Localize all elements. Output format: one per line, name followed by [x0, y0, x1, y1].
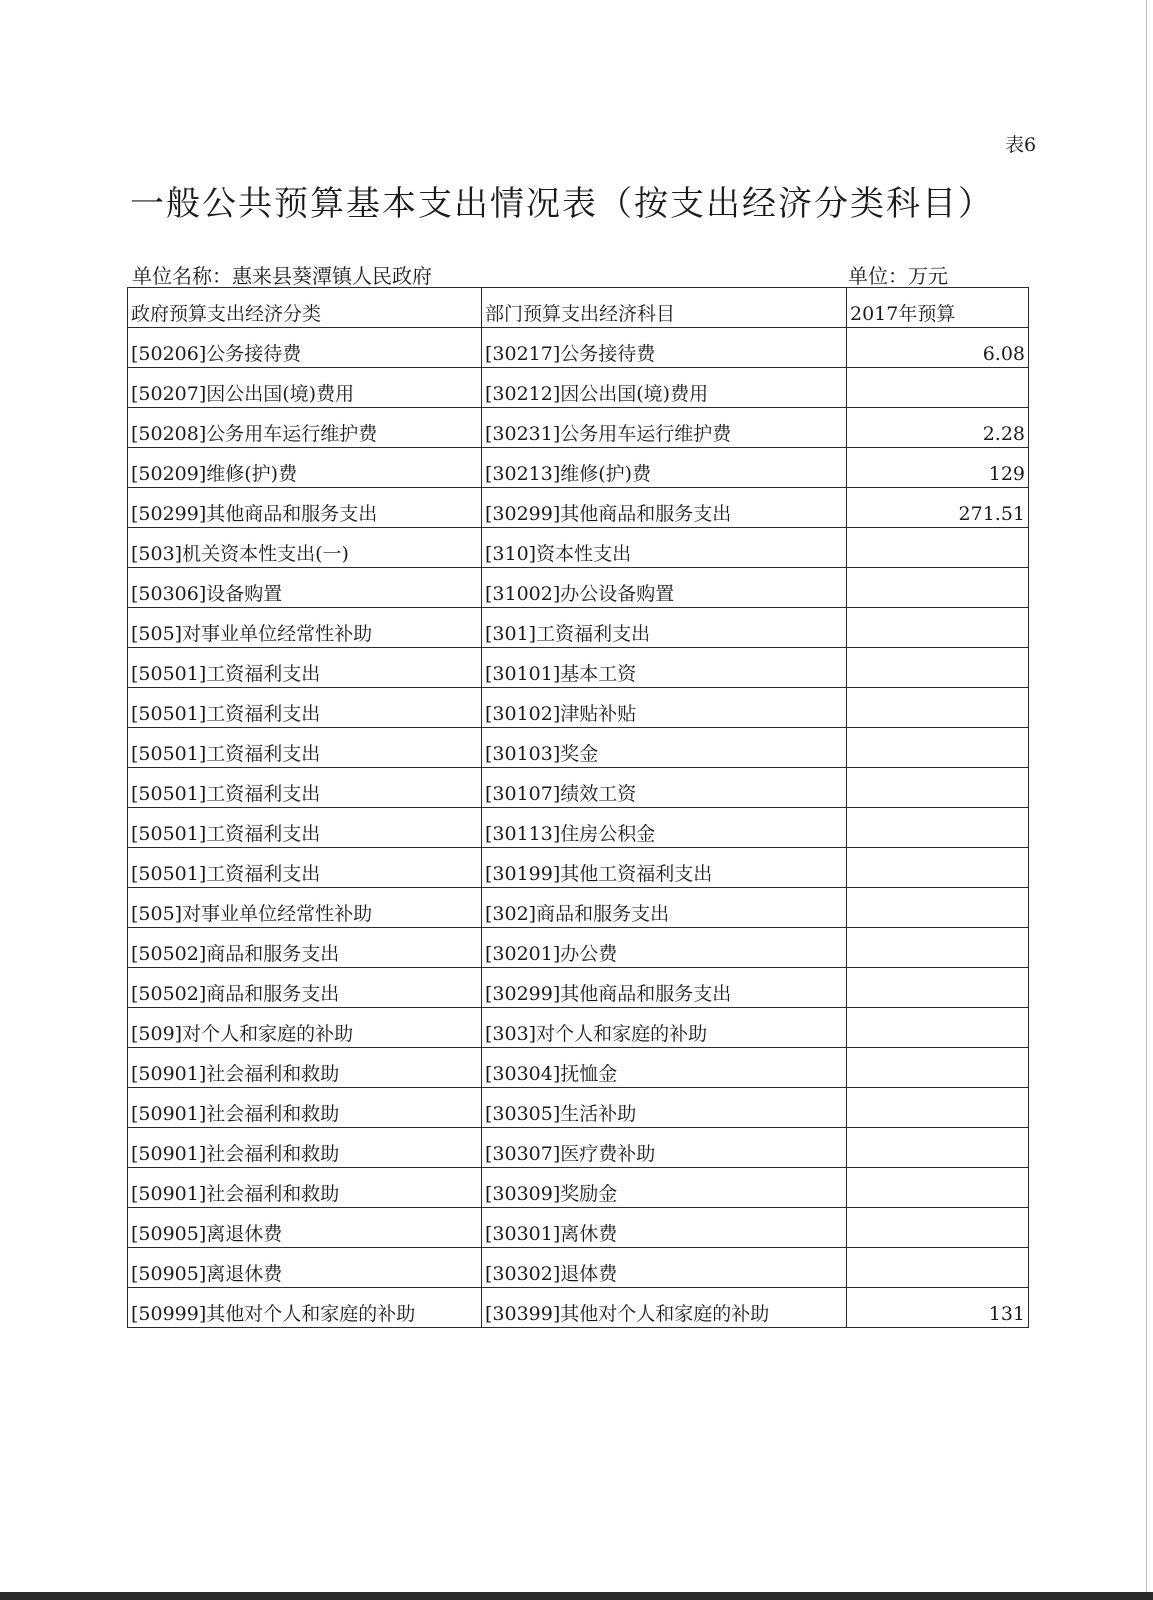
budget-value-cell: [847, 1168, 1029, 1208]
dept-subject-cell: [30304]抚恤金: [482, 1048, 847, 1088]
budget-value-cell: 6.08: [847, 328, 1029, 368]
budget-value-cell: 129: [847, 448, 1029, 488]
budget-value-cell: [847, 1008, 1029, 1048]
dept-subject-cell: [30302]退体费: [482, 1248, 847, 1288]
budget-value-cell: [847, 968, 1029, 1008]
dept-subject-cell: [30102]津贴补贴: [482, 688, 847, 728]
header-dept-subject: 部门预算支出经济科目: [482, 288, 847, 328]
gov-classification-cell: [50209]维修(护)费: [128, 448, 482, 488]
budget-value-cell: [847, 768, 1029, 808]
gov-classification-cell: [50501]工资福利支出: [128, 768, 482, 808]
budget-value-cell: [847, 728, 1029, 768]
budget-value-cell: [847, 648, 1029, 688]
table-row: [128, 768, 1029, 808]
table-row: [128, 688, 1029, 728]
gov-classification-cell: [50901]社会福利和救助: [128, 1168, 482, 1208]
header-budget-2017: 2017年预算: [847, 288, 1029, 328]
scan-bottom-edge: [0, 1592, 1153, 1600]
table-row: [128, 808, 1029, 848]
table-body: [128, 328, 1029, 1328]
dept-subject-cell: [30399]其他对个人和家庭的补助: [482, 1288, 847, 1328]
table-row: [128, 328, 1029, 368]
dept-subject-cell: [30107]绩效工资: [482, 768, 847, 808]
scan-edge-line: [1146, 0, 1147, 1600]
dept-subject-cell: [310]资本性支出: [482, 528, 847, 568]
table-row: [128, 1088, 1029, 1128]
gov-classification-cell: [50502]商品和服务支出: [128, 928, 482, 968]
budget-value-cell: [847, 1248, 1029, 1288]
gov-classification-cell: [50999]其他对个人和家庭的补助: [128, 1288, 482, 1328]
budget-value-cell: [847, 1128, 1029, 1168]
currency-unit-label: 单位：万元: [848, 264, 948, 288]
table-number: 表6: [1005, 134, 1037, 156]
budget-value-cell: [847, 848, 1029, 888]
table-row: [128, 1128, 1029, 1168]
gov-classification-cell: [50206]公务接待费: [128, 328, 482, 368]
budget-value-cell: [847, 808, 1029, 848]
table-row: [128, 448, 1029, 488]
table-row: [128, 848, 1029, 888]
dept-subject-cell: [30301]离休费: [482, 1208, 847, 1248]
budget-value-cell: [847, 568, 1029, 608]
table-row: [128, 1008, 1029, 1048]
dept-subject-cell: [30213]维修(护)费: [482, 448, 847, 488]
table-row: [128, 888, 1029, 928]
gov-classification-cell: [50501]工资福利支出: [128, 808, 482, 848]
gov-classification-cell: [50207]因公出国(境)费用: [128, 368, 482, 408]
dept-subject-cell: [31002]办公设备购置: [482, 568, 847, 608]
budget-value-cell: 131: [847, 1288, 1029, 1328]
table-row: [128, 608, 1029, 648]
table-row: [128, 408, 1029, 448]
gov-classification-cell: [505]对事业单位经常性补助: [128, 608, 482, 648]
table-row: [128, 1288, 1029, 1328]
gov-classification-cell: [50901]社会福利和救助: [128, 1128, 482, 1168]
gov-classification-cell: [505]对事业单位经常性补助: [128, 888, 482, 928]
dept-subject-cell: [30231]公务用车运行维护费: [482, 408, 847, 448]
page-title: 一般公共预算基本支出情况表（按支出经济分类科目）: [130, 184, 994, 224]
gov-classification-cell: [509]对个人和家庭的补助: [128, 1008, 482, 1048]
budget-value-cell: [847, 928, 1029, 968]
dept-subject-cell: [30299]其他商品和服务支出: [482, 488, 847, 528]
gov-classification-cell: [50501]工资福利支出: [128, 728, 482, 768]
table-row: [128, 488, 1029, 528]
table-row: [128, 648, 1029, 688]
table-row: [128, 1168, 1029, 1208]
budget-value-cell: [847, 1208, 1029, 1248]
dept-subject-cell: [302]商品和服务支出: [482, 888, 847, 928]
gov-classification-cell: [50501]工资福利支出: [128, 848, 482, 888]
dept-subject-cell: [30199]其他工资福利支出: [482, 848, 847, 888]
gov-classification-cell: [50299]其他商品和服务支出: [128, 488, 482, 528]
dept-subject-cell: [30305]生活补助: [482, 1088, 847, 1128]
dept-subject-cell: [30309]奖励金: [482, 1168, 847, 1208]
table-row: [128, 1048, 1029, 1088]
table-row: [128, 928, 1029, 968]
table-row: [128, 568, 1029, 608]
gov-classification-cell: [50306]设备购置: [128, 568, 482, 608]
budget-value-cell: 2.28: [847, 408, 1029, 448]
dept-subject-cell: [30103]奖金: [482, 728, 847, 768]
table-meta: [132, 260, 1028, 288]
gov-classification-cell: [50905]离退休费: [128, 1208, 482, 1248]
dept-subject-cell: [30212]因公出国(境)费用: [482, 368, 847, 408]
dept-subject-cell: [30101]基本工资: [482, 648, 847, 688]
dept-subject-cell: [303]对个人和家庭的补助: [482, 1008, 847, 1048]
dept-subject-cell: [30201]办公费: [482, 928, 847, 968]
gov-classification-cell: [503]机关资本性支出(一): [128, 528, 482, 568]
gov-classification-cell: [50501]工资福利支出: [128, 688, 482, 728]
budget-value-cell: [847, 368, 1029, 408]
budget-value-cell: [847, 888, 1029, 928]
table-row: [128, 968, 1029, 1008]
gov-classification-cell: [50901]社会福利和救助: [128, 1088, 482, 1128]
dept-subject-cell: [301]工资福利支出: [482, 608, 847, 648]
budget-table: [127, 287, 1029, 1328]
table-row: [128, 728, 1029, 768]
gov-classification-cell: [50905]离退休费: [128, 1248, 482, 1288]
budget-value-cell: [847, 1048, 1029, 1088]
table-row: [128, 1248, 1029, 1288]
dept-subject-cell: [30113]住房公积金: [482, 808, 847, 848]
budget-value-cell: 271.51: [847, 488, 1029, 528]
dept-subject-cell: [30217]公务接待费: [482, 328, 847, 368]
gov-classification-cell: [50502]商品和服务支出: [128, 968, 482, 1008]
budget-value-cell: [847, 1088, 1029, 1128]
gov-classification-cell: [50901]社会福利和救助: [128, 1048, 482, 1088]
dept-subject-cell: [30299]其他商品和服务支出: [482, 968, 847, 1008]
dept-subject-cell: [30307]医疗费补助: [482, 1128, 847, 1168]
unit-name-label: 单位名称：惠来县葵潭镇人民政府: [132, 264, 432, 288]
table-row: [128, 368, 1029, 408]
header-gov-classification: 政府预算支出经济分类: [128, 288, 482, 328]
budget-value-cell: [847, 608, 1029, 648]
header-row: [128, 288, 1029, 328]
budget-value-cell: [847, 528, 1029, 568]
budget-value-cell: [847, 688, 1029, 728]
table-row: [128, 528, 1029, 568]
gov-classification-cell: [50208]公务用车运行维护费: [128, 408, 482, 448]
gov-classification-cell: [50501]工资福利支出: [128, 648, 482, 688]
table-row: [128, 1208, 1029, 1248]
